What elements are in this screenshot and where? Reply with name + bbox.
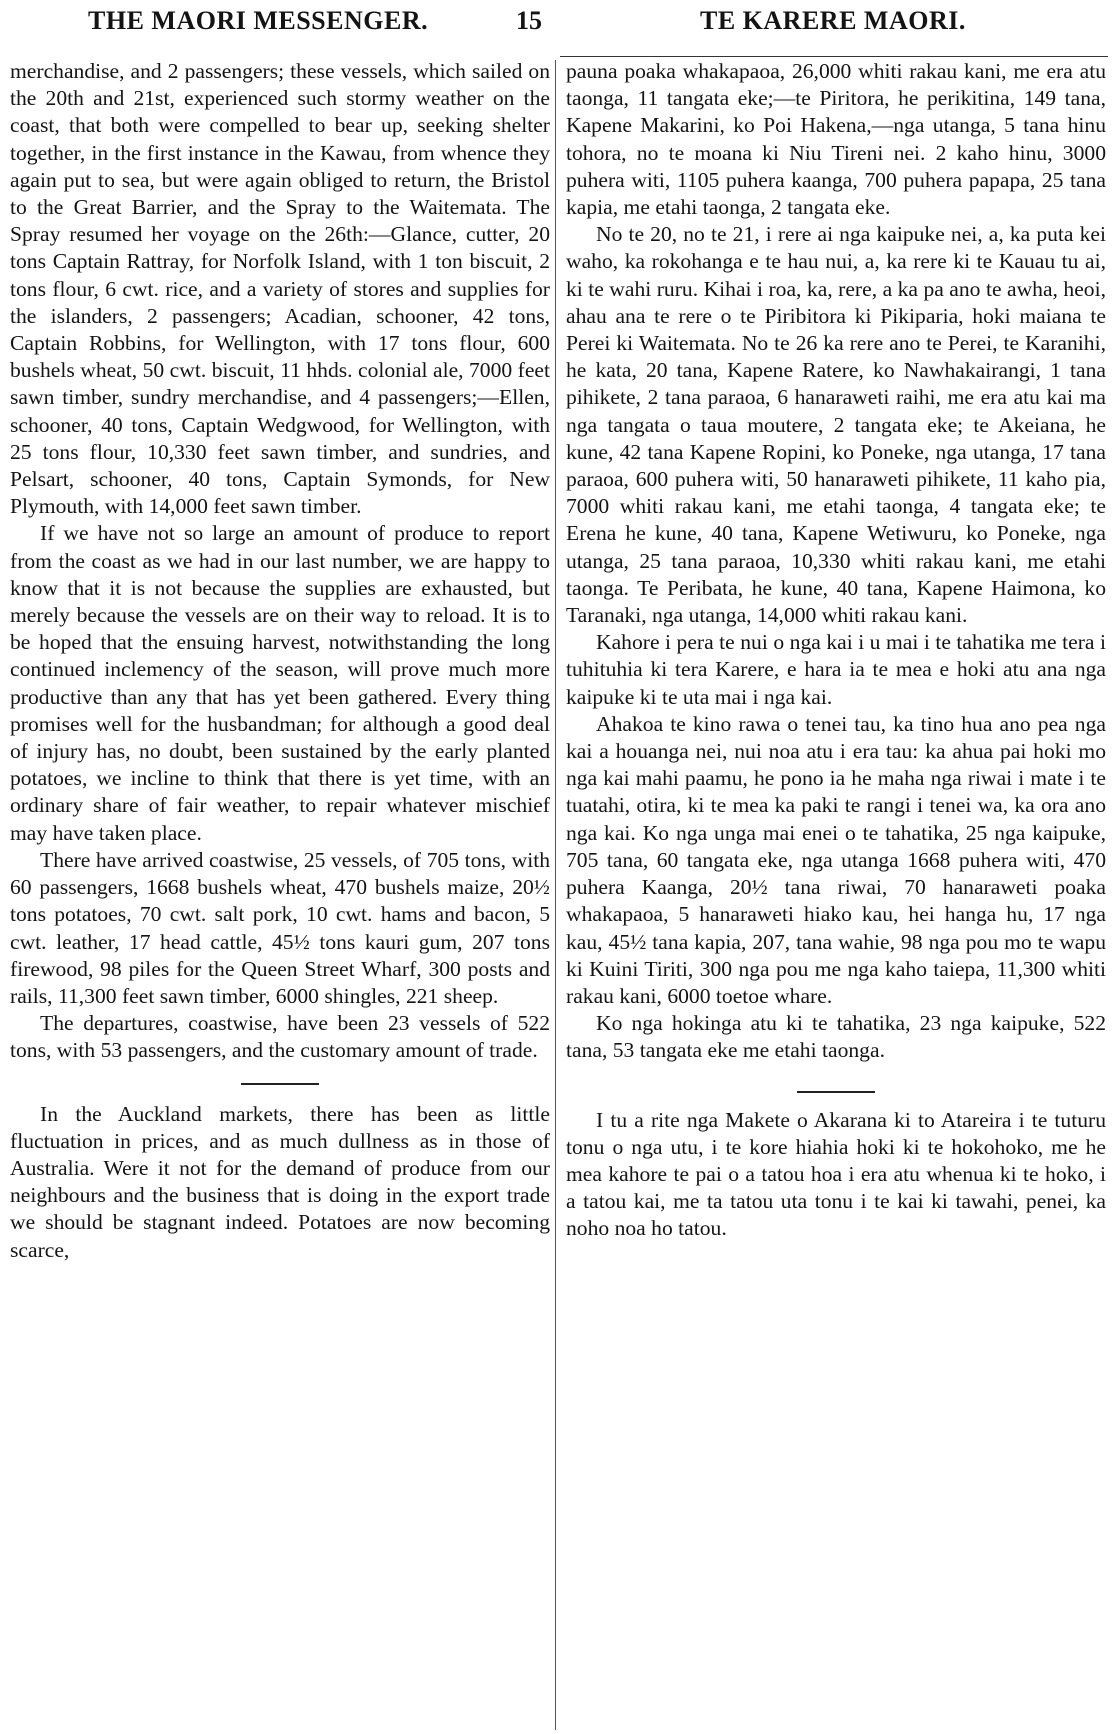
maori-paragraph-arrivals: Ahakoa te kino rawa o tenei tau, ka tino hua ano pea nga kai a houanga nei, nui noa atu i era tau: ka ahua pai hoki mo nga kai mahi paamu, he pono ia he maha nga riwai i mate i te tuatahi, otira, ki te mea ka paki te rangi i tenei wa, ka ora ano nga kai. Ko nga unga mai enei o te tahatika, 25 nga kaipuke, 705 tana, 60 tangata eke, nga utanga 1668 puhera witi, 470 puhera Kaanga, 20½ tana riwai, 70 hanaraweti poaka whakapaoa, 5 hanaraweti hiako kau, hei hanga hu, 17 nga kau, 45½ tana kapia, 207, tana wahie, 98 nga pou mo te wapu ki Kuini Tiriti, 300 nga pou me nga kaho taiepa, 11,300 whiti rakau kani, 6000 toetoe whare.	[566, 711, 1106, 1008]
maori-paragraph-produce: Kahore i pera te nui o nga kai i u mai i te tahatika me tera i tuhituhia ki tera Karere, e hara ia te mea e hoki atu ana nga kaipuke ki te uta mai i nga kai.	[566, 630, 1106, 709]
english-column	[10, 58, 550, 1264]
english-paragraph-arrivals: There have arrived coastwise, 25 vessels, of 705 tons, with 60 passengers, 1668 bushels wheat, 470 bushels maize, 20½ tons potatoes, 70 cwt. salt pork, 10 cwt. hams and bacon, 5 cwt. leather, 17 head cattle, 45½ tons kauri gum, 207 tons firewood, 98 piles for the Queen Street Wharf, 300 posts and rails, 11,300 feet sawn timber, 6000 shingles, 221 sheep.	[10, 847, 550, 1008]
english-paragraph-shipping: merchandise, and 2 passengers; these vessels, which sailed on the 20th and 21st, experienced such stormy weather on the coast, that both were compelled to bear up, seeking shelter together, in the first instance in the Kawau, from whence they again put to sea, but were again obliged to return, the Bristol to the Great Barrier, and the Spray to the Waitemata. The Spray resumed her voyage on the 26th:—Glance, cutter, 20 tons Captain Rattray, for Norfolk Island, with 1 ton biscuit, 2 tons flour, 6 cwt. rice, and a variety of stores and supplies for the islanders, 2 passengers; Acadian, schooner, 42 tons, Captain Robbins, for Wellington, with 17 tons flour, 600 bushels wheat, 50 cwt. biscuit, 11 hhds. colonial ale, 7000 feet sawn timber, sundry merchandise, and 4 passengers;—Ellen, schooner, 40 tons, Captain Wedgwood, for Wellington, with 25 tons flour, 10,330 feet sawn timber, and sundries, and Pelsart, schooner, 40 tons, Captain Symonds, for New Plymouth, with 14,000 feet sawn timber.	[10, 59, 550, 519]
maori-paragraph-departures: Ko nga hokinga atu ki te tahatika, 23 nga kaipuke, 522 tana, 53 tangata eke me etahi taonga.	[566, 1011, 1106, 1063]
maori-paragraph-voyages: No te 20, no te 21, i rere ai nga kaipuke nei, a, ka puta kei waho, ka rokohanga e te hau nui, a, ka rere ki te Kauau tu ai, ki te wahi ruru. Kihai i roa, ka, rere, a ka pa ano te awha, heoi, ahau ana te rere o te Piribitora ki Pikiparia, hoki maiana te Perei ki Waitemata. No te 26 ka rere ano te Perei, te Karanihi, he kata, 20 tana, Kapene Ratere, ko Nawhakairangi, 1 tana pihikete, 2 tana paraoa, 6 hanaraweti raihi, me era atu kai ma nga tangata o taua moutere, 2 tangata eke; te Akeiana, he kune, 42 tana Kapene Ropini, ko Poneke, nga utanga, 17 tana paraoa, 600 puhera witi, 50 hanaraweti pihikete, 11 kaho pia, 7000 whiti rakau kani, me etahi taonga, 4 tangata eke; te Erena he kune, 40 tana, Kapene Wetiwuru, ko Poneke, nga utanga, 25 tana paraoa, 10,330 whiti rakau kani, me etahi taonga. Te Peribata, he kune, 40 tana, Kapene Haimona, ko Taranaki, nga utanga, 14,000 whiti rakau kani.	[566, 222, 1106, 628]
section-separator	[797, 1091, 875, 1093]
english-paragraph-markets: In the Auckland markets, there has been as little fluctuation in prices, and as much dullness as in those of Australia. Were it not for the demand of produce from our neighbours and the business that is doing in the export trade we should be stagnant indeed. Potatoes are now becoming scarce,	[10, 1101, 550, 1262]
column-divider	[555, 60, 556, 1730]
maori-paragraph-markets: I tu a rite nga Makete o Akarana ki to Atareira i te tuturu tonu o nga utu, i te kore hiahia hoki ki te hokohoko, me he mea kahore te pai o a tatou hoa i era atu whenua ki te hoko, i a tatou kai, me ta tatou uta tonu i te kai ki tawahi, penei, ka noho noa ho tatou.	[566, 1107, 1106, 1241]
english-masthead: THE MAORI MESSENGER.	[88, 6, 429, 35]
maori-masthead: TE KARERE MAORI.	[700, 6, 966, 35]
page-number: 15	[516, 6, 542, 35]
page-header	[0, 0, 1114, 42]
english-paragraph-produce: If we have not so large an amount of produce to report from the coast as we had in our last number, we are happy to know that it is not because the supplies are exhausted, but merely because the vessels are on their way to reload. It is to be hoped that the ensuing harvest, notwithstanding the long continued inclemency of the season, will prove much more productive than any that has yet been gathered. Every thing promises well for the husbandman; for although a good deal of injury has, no doubt, been sustained by the early planted potatoes, we incline to think that there is yet time, with an ordinary share of fair weather, to repair whatever mischief may have taken place.	[10, 521, 550, 845]
maori-column	[566, 58, 1106, 1243]
section-separator	[241, 1083, 319, 1085]
header-rule	[560, 56, 1108, 57]
english-paragraph-departures: The departures, coastwise, have been 23 vessels of 522 tons, with 53 passengers, and the customary amount of trade.	[10, 1011, 550, 1063]
maori-paragraph-cargo: pauna poaka whakapaoa, 26,000 whiti rakau kani, me era atu taonga, 11 tangata eke;—te Piritora, he perikitina, 149 tana, Kapene Makarini, ko Poi Hakena,—nga utanga, 5 tana hinu tohora, no te moana ki Niu Tireni nei. 2 kaho hinu, 3000 puhera witi, 1105 puhera kaanga, 700 puhera papapa, 25 tana kapia, me etahi taonga, 2 tangata eke.	[566, 59, 1106, 220]
